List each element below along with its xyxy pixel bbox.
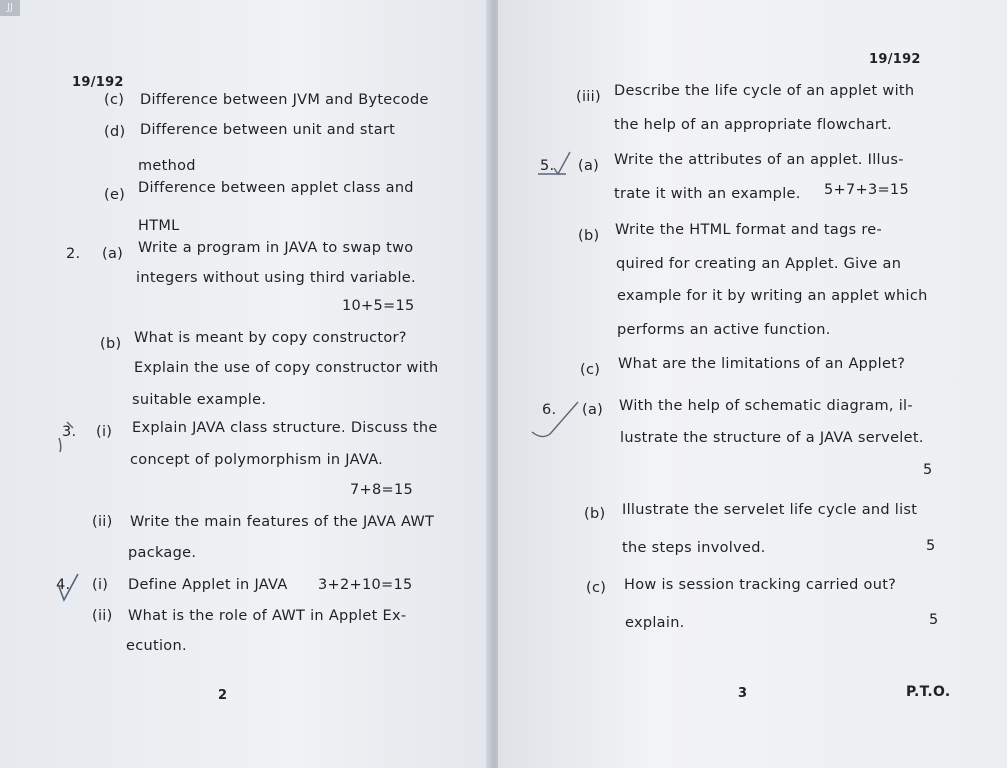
question-text: What is the role of AWT in Applet Ex-	[128, 608, 407, 624]
marks: 10+5=15	[342, 298, 415, 314]
question-text: lustrate the structure of a JAVA servelet.	[620, 430, 924, 446]
question-number: 6.	[542, 402, 557, 418]
corner-mark: JJ	[0, 0, 20, 16]
page-number: 2	[218, 688, 228, 703]
question-number: 3.	[62, 424, 77, 440]
option-label: (c)	[104, 92, 125, 108]
question-text: Write the attributes of an applet. Illus-	[614, 152, 904, 168]
question-text: Illustrate the servelet life cycle and list	[622, 502, 918, 518]
question-text: Write the HTML format and tags re-	[615, 222, 883, 238]
question-text: integers without using third variable.	[136, 270, 416, 286]
option-label: (i)	[92, 577, 109, 593]
option-label: (e)	[104, 187, 126, 203]
left-page	[0, 0, 492, 768]
option-label: (i)	[96, 424, 113, 440]
question-text: Describe the life cycle of an applet with	[614, 83, 915, 99]
marks: 5	[926, 538, 936, 554]
question-text: Difference between applet class and	[138, 180, 414, 196]
question-text: Define Applet in JAVA	[128, 577, 288, 593]
question-text: What is meant by copy constructor?	[134, 330, 407, 346]
question-text: Explain JAVA class structure. Discuss the	[132, 420, 438, 436]
question-text: Difference between unit and start	[140, 122, 396, 138]
question-text: package.	[128, 545, 197, 561]
option-label: (a)	[578, 158, 600, 174]
question-text: concept of polymorphism in JAVA.	[130, 452, 384, 468]
tick-mark	[528, 398, 588, 444]
question-text: trate it with an example.	[614, 186, 801, 202]
marks: 5	[923, 462, 933, 478]
question-number: 2.	[66, 246, 81, 262]
question-text: the steps involved.	[622, 540, 766, 556]
question-text: explain.	[625, 615, 685, 631]
question-text: performs an active function.	[617, 322, 831, 338]
marks: 3+2+10=15	[318, 577, 413, 593]
question-text: How is session tracking carried out?	[624, 577, 897, 593]
question-text: method	[138, 158, 196, 174]
option-label: (ii)	[92, 514, 113, 530]
paper-code: 19/192	[869, 52, 921, 67]
option-label: (c)	[580, 362, 601, 378]
question-text: suitable example.	[132, 392, 267, 408]
question-text: With the help of schematic diagram, il-	[619, 398, 913, 414]
question-text: Difference between JVM and Bytecode	[140, 92, 429, 108]
option-label: (b)	[578, 228, 600, 244]
question-text: Write the main features of the JAVA AWT	[130, 514, 435, 530]
marks: 5+7+3=15	[824, 182, 909, 198]
right-page	[498, 0, 1007, 768]
paper-code: 19/192	[72, 75, 124, 90]
marks: 7+8=15	[350, 482, 414, 498]
question-text: HTML	[138, 218, 180, 234]
option-label: (ii)	[92, 608, 113, 624]
option-label: (d)	[104, 124, 126, 140]
question-text: Write a program in JAVA to swap two	[138, 240, 414, 256]
question-text: example for it by writing an applet which	[617, 288, 928, 304]
marks: 5	[929, 612, 939, 628]
question-text: ecution.	[126, 638, 187, 654]
option-label: (iii)	[576, 89, 601, 105]
please-turn-over: P.T.O.	[906, 684, 951, 700]
option-label: (a)	[102, 246, 124, 262]
option-label: (b)	[100, 336, 122, 352]
question-number: 4.	[56, 577, 71, 593]
question-text: the help of an appropriate flowchart.	[614, 117, 892, 133]
question-number: 5.	[540, 158, 555, 174]
question-text: What are the limitations of an Applet?	[618, 356, 906, 372]
option-label: (b)	[584, 506, 606, 522]
option-label: (c)	[586, 580, 607, 596]
question-text: quired for creating an Applet. Give an	[616, 256, 902, 272]
question-text: Explain the use of copy constructor with	[134, 360, 439, 376]
option-label: (a)	[582, 402, 604, 418]
page-number: 3	[738, 686, 748, 701]
